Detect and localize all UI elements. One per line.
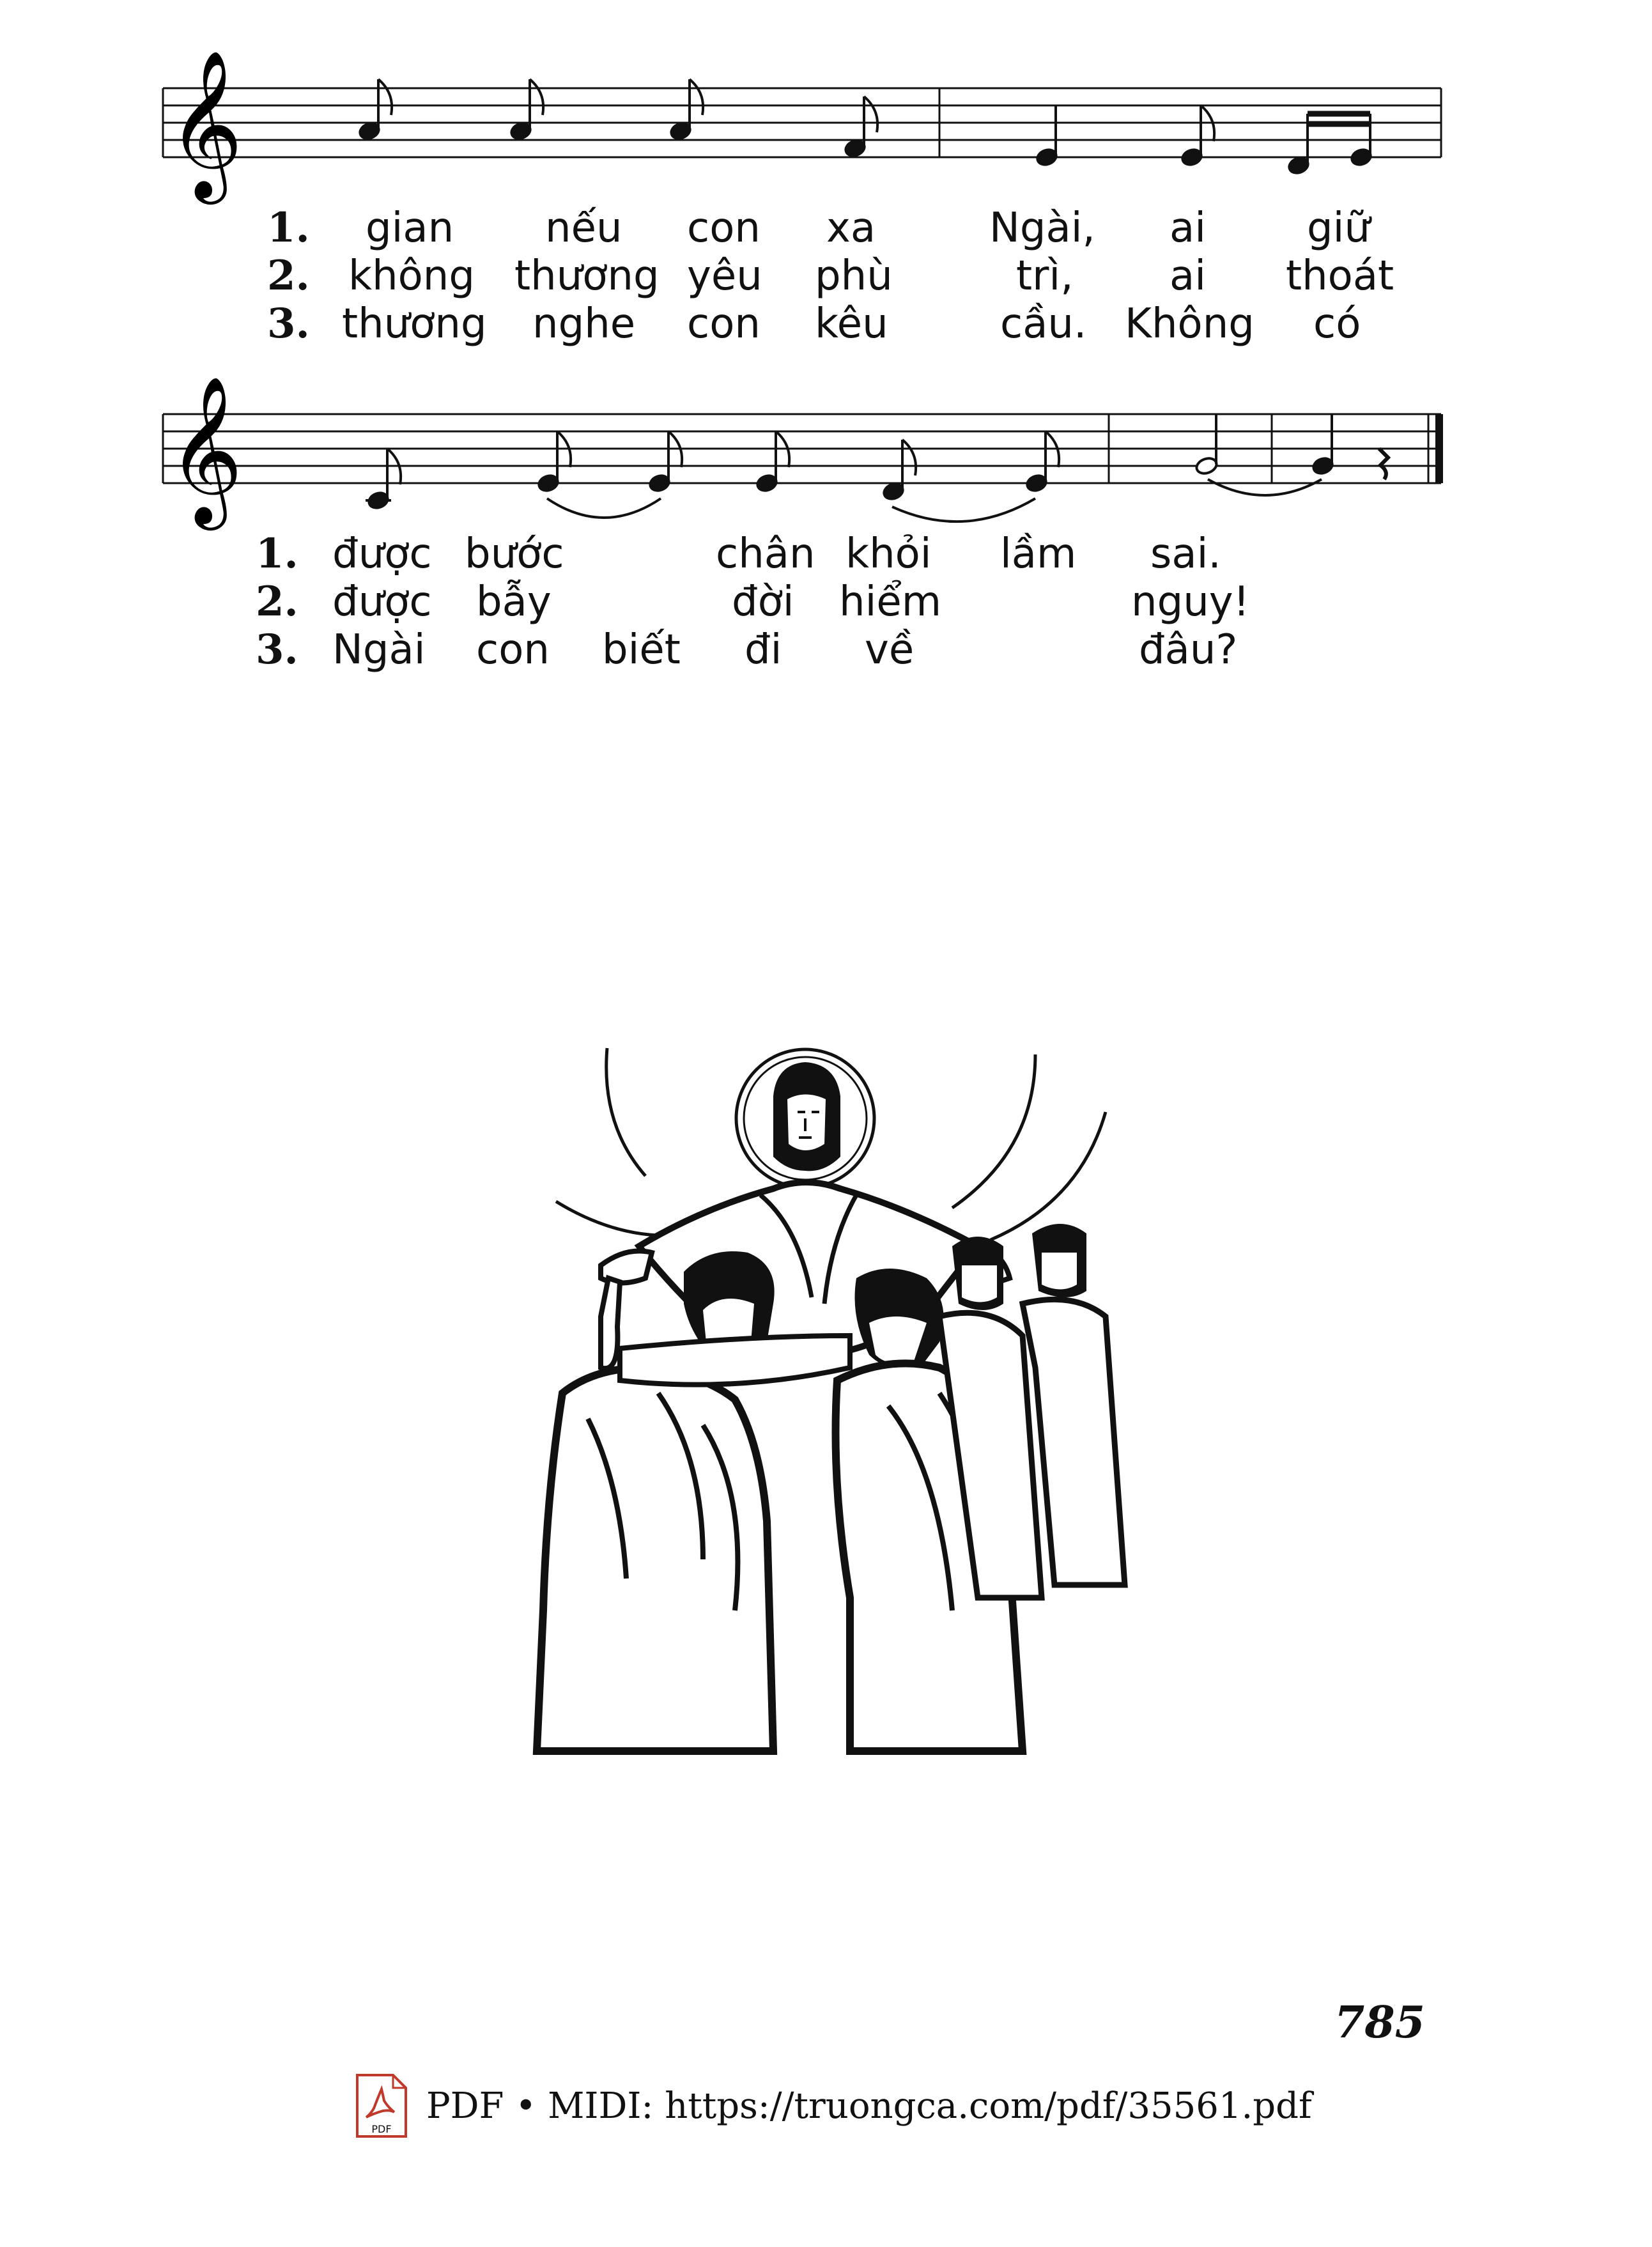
verse-number: 3.: [256, 626, 298, 674]
notes: [366, 414, 1388, 510]
lyric-syllable: giữ: [1307, 205, 1370, 252]
treble-clef-icon: 𝄞: [167, 377, 243, 524]
verse-number: 1.: [267, 204, 310, 252]
verse-number: 2.: [267, 252, 310, 300]
lyric-syllable: xa: [826, 205, 876, 252]
notes: [358, 79, 1373, 175]
lyric-syllable: đi: [745, 626, 782, 674]
lyric-syllable: con: [687, 205, 760, 252]
lyric-syllable: đâu?: [1139, 626, 1238, 674]
quarter-rest-icon: [1379, 449, 1388, 479]
lyric-syllable: lầm: [1000, 530, 1077, 578]
lyric-syllable: ai: [1170, 252, 1206, 300]
lyric-syllable: đời: [732, 578, 794, 626]
lyric-syllable: thương: [514, 252, 660, 300]
lyric-syllable: yêu: [687, 252, 762, 300]
lyric-syllable: phù: [815, 252, 893, 300]
music-staff-1: [0, 51, 1652, 217]
staff-lines: [163, 414, 1441, 483]
lyric-syllable: Không: [1125, 300, 1254, 348]
verse-number: 2.: [256, 578, 298, 626]
note: [1194, 414, 1219, 476]
lyric-syllable: cầu.: [1000, 300, 1087, 348]
lyric-syllable: nếu: [545, 205, 622, 252]
lyric-syllable: không: [348, 252, 475, 300]
lyric-syllable: sai.: [1150, 530, 1221, 578]
christ-with-disciples-drawing: [492, 1035, 1131, 1789]
lyric-syllable: biết: [602, 626, 681, 674]
footer-text[interactable]: PDF • MIDI: https://truongca.com/pdf/35561.pdf: [426, 2085, 1312, 2127]
lyric-syllable: Ngài: [332, 626, 426, 674]
note: [366, 449, 401, 510]
verse-number: 3.: [267, 300, 310, 348]
lyric-syllable: nguy!: [1131, 578, 1250, 626]
lyric-syllable: chân: [716, 530, 815, 578]
lyric-syllable: bước: [465, 530, 564, 578]
note: [1035, 105, 1058, 167]
lyric-syllable: bẫy: [476, 578, 552, 626]
lyric-syllable: về: [865, 626, 915, 674]
lyric-syllable: được: [332, 578, 432, 626]
verse-number: 1.: [256, 530, 298, 578]
lyric-syllable: kêu: [815, 300, 888, 348]
lyric-syllable: hiểm: [839, 578, 942, 626]
lyric-syllable: con: [476, 626, 550, 674]
lyric-syllable: nghe: [532, 300, 636, 348]
treble-clef-icon: 𝄞: [167, 51, 243, 198]
note: [1311, 414, 1334, 475]
footer-link[interactable]: [355, 2071, 1312, 2141]
pdf-file-icon: [355, 2073, 408, 2139]
lyric-syllable: thương: [342, 300, 487, 348]
lyric-syllable: khỏi: [845, 530, 932, 578]
lyric-syllable: thoát: [1286, 252, 1394, 300]
page-number: 785: [1334, 1997, 1425, 2048]
lyric-syllable: Ngài,: [989, 205, 1095, 252]
lyric-syllable: gian: [366, 205, 454, 252]
lyric-syllable: trì,: [1016, 252, 1074, 300]
pdf-icon-label: PDF: [371, 2123, 392, 2135]
lyric-syllable: được: [332, 530, 432, 578]
lyric-syllable: con: [687, 300, 760, 348]
lyric-syllable: có: [1313, 300, 1361, 348]
music-staff-2: [0, 377, 1652, 543]
lyric-syllable: ai: [1170, 205, 1206, 252]
staff-lines: [163, 88, 1441, 157]
